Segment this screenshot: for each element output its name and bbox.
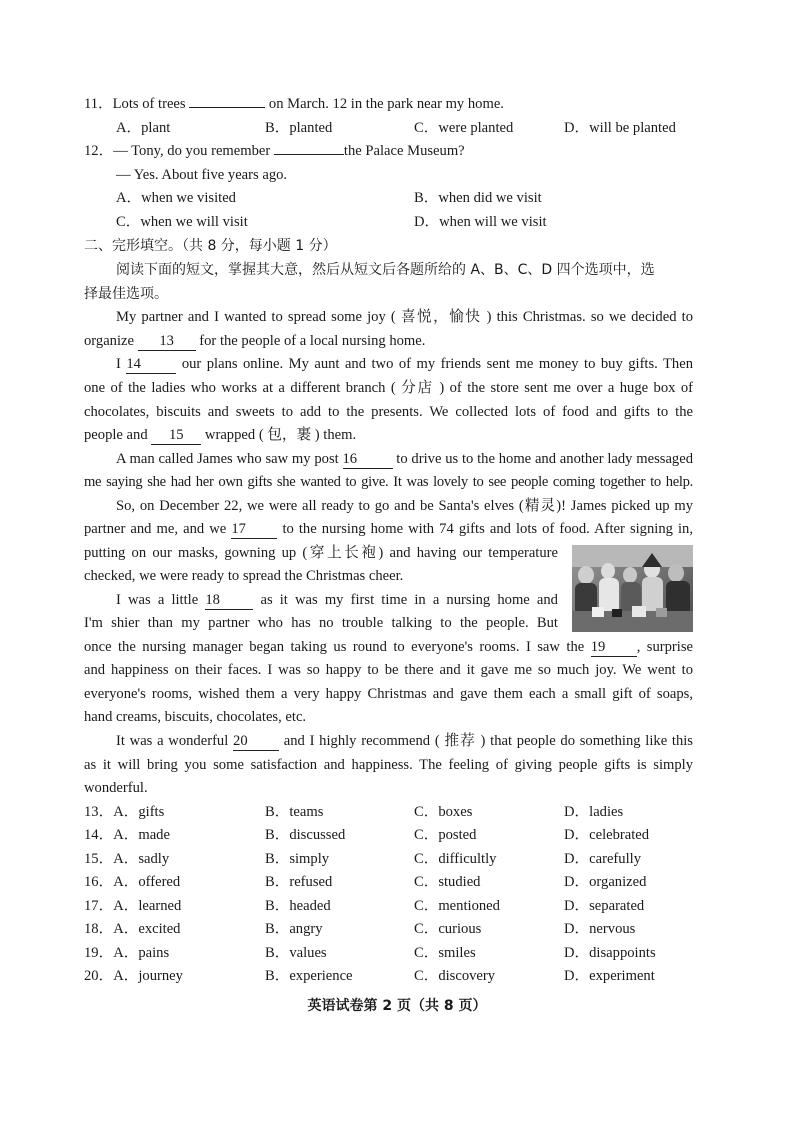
blank-17: 17 [231,521,277,539]
option-row-15: 15．A．sadly [84,851,170,867]
page-footer: 英语试卷第 2 页（共 8 页） [307,998,487,1014]
section-instruction-cont: 择最佳选项。 [84,286,168,302]
option-15-c: C．difficultly [414,851,497,867]
blank-19: 19 [591,639,637,657]
option-20-c: C．discovery [414,968,496,984]
passage-line: chocolates, biscuits and sweets to add to the presents. We collected lots of food and gifts to the [84,404,693,420]
option-18-d: D．nervous [564,921,636,937]
passage-line: wonderful. [84,780,148,796]
option-19-d: D．disappoints [564,945,656,961]
section-instruction: 阅读下面的短文，掌握其大意，然后从短文后各题所给的 A、B、C、D 四个选项中，选 [116,262,655,278]
option-row-20: 20．A．journey [84,968,183,984]
option-row-17: 17．A．learned [84,898,182,914]
option-15-d: D．carefully [564,851,641,867]
option-16-c: C．studied [414,874,481,890]
q12-answer-line: — Yes. About five years ago. [116,167,288,183]
question-11-stem: 11．Lots of trees on March. 12 in the park near my home. [84,96,504,112]
passage-line: putting on our masks, gowning up (穿上长袍) and having our temperature [84,545,558,561]
blank-18: 18 [205,592,253,610]
section-heading: 二、完形填空。（共 8 分，每小题 1 分） [84,238,337,254]
passage-line: So, on December 22, we were all ready to go and be Santa's elves (精灵)! James picked up my [116,498,693,514]
option-row-14: 14．A．made [84,827,170,843]
option-20-d: D．experiment [564,968,655,984]
q11-option-b: B．planted [265,120,333,136]
q11-option-c: C．were planted [414,120,514,136]
option-18-b: B．angry [265,921,323,937]
option-row-16: 16．A．offered [84,874,181,890]
answer-blank [274,141,344,155]
answer-blank [189,94,265,108]
option-17-d: D．separated [564,898,645,914]
passage-line: as it will bring you some satisfaction and happiness. The feeling of giving people gifts is simply [84,757,693,773]
option-18-c: C．curious [414,921,482,937]
option-13-d: D．ladies [564,804,624,820]
blank-16: 16 [343,451,393,469]
q12-option-c: C．when we will visit [116,214,248,230]
passage-line: partner and me, and we 17 to the nursing home with 74 gifts and lots of food. After signing in, [84,521,694,537]
passage-line: one of the ladies who works at a different branch ( 分店 ) of the store sent me over a huge box of [84,380,693,396]
nursing-home-photo [572,545,693,632]
passage-line: hand creams, biscuits, chocolates, etc. [84,709,307,725]
option-row-13: 13．A．gifts [84,804,165,820]
option-14-d: D．celebrated [564,827,650,843]
photo-illustration [572,545,693,632]
passage-line: My partner and I wanted to spread some joy ( 喜悦，愉快 ) this Christmas. so we decided to [116,309,693,325]
passage-line: people and 15 wrapped ( 包，裹 ) them. [84,427,357,443]
option-16-d: D．organized [564,874,647,890]
option-19-b: B．values [265,945,327,961]
passage-line: I was a little 18 as it was my first time in a nursing home and [116,592,558,608]
blank-13: 13 [138,333,196,351]
option-14-b: B．discussed [265,827,346,843]
option-row-19: 19．A．pains [84,945,170,961]
passage-line: I'm shier than my partner who has no trouble talking to the people. But [84,615,558,631]
option-13-c: C．boxes [414,804,473,820]
blank-15: 15 [151,427,201,445]
option-16-b: B．refused [265,874,333,890]
option-20-b: B．experience [265,968,353,984]
blank-20: 20 [233,733,279,751]
option-17-b: B．headed [265,898,331,914]
option-row-18: 18．A．excited [84,921,181,937]
passage-line: everyone's rooms, wished them a very happy Christmas and gave them each a small gift of soaps, [84,686,693,702]
option-15-b: B．simply [265,851,330,867]
blank-14: 14 [126,356,176,374]
option-19-c: C．smiles [414,945,476,961]
q12-option-a: A．when we visited [116,190,236,206]
passage-line: and happiness on their faces. I was so happy to be there and it gave me so much joy. We went to [84,662,693,678]
passage-line: It was a wonderful 20 and I highly recommend ( 推荐 ) that people do something like this [116,733,693,749]
passage-line: A man called James who saw my post 16 to drive us to the home and another lady messaged [116,451,694,467]
option-14-c: C．posted [414,827,477,843]
q11-option-d: D．will be planted [564,120,676,136]
q12-option-d: D．when will we visit [414,214,547,230]
passage-line: checked, we were ready to spread the Christmas cheer. [84,568,404,584]
q12-option-b: B．when did we visit [414,190,542,206]
question-12-stem: 12．— Tony, do you remember the Palace Museum? [84,143,465,159]
option-13-b: B．teams [265,804,324,820]
option-17-c: C．mentioned [414,898,500,914]
passage-line: I 14 our plans online. My aunt and two of my friends sent me money to buy gifts. Then [116,356,694,372]
passage-line: organize 13 for the people of a local nursing home. [84,333,426,349]
passage-line: once the nursing manager began taking us round to everyone's rooms. I saw the 19 , surprise [84,639,693,655]
q11-option-a: A．plant [116,120,171,136]
passage-line: me saying she had her own gifts she wanted to give. It was lovely to see people coming together to help. [84,474,693,490]
